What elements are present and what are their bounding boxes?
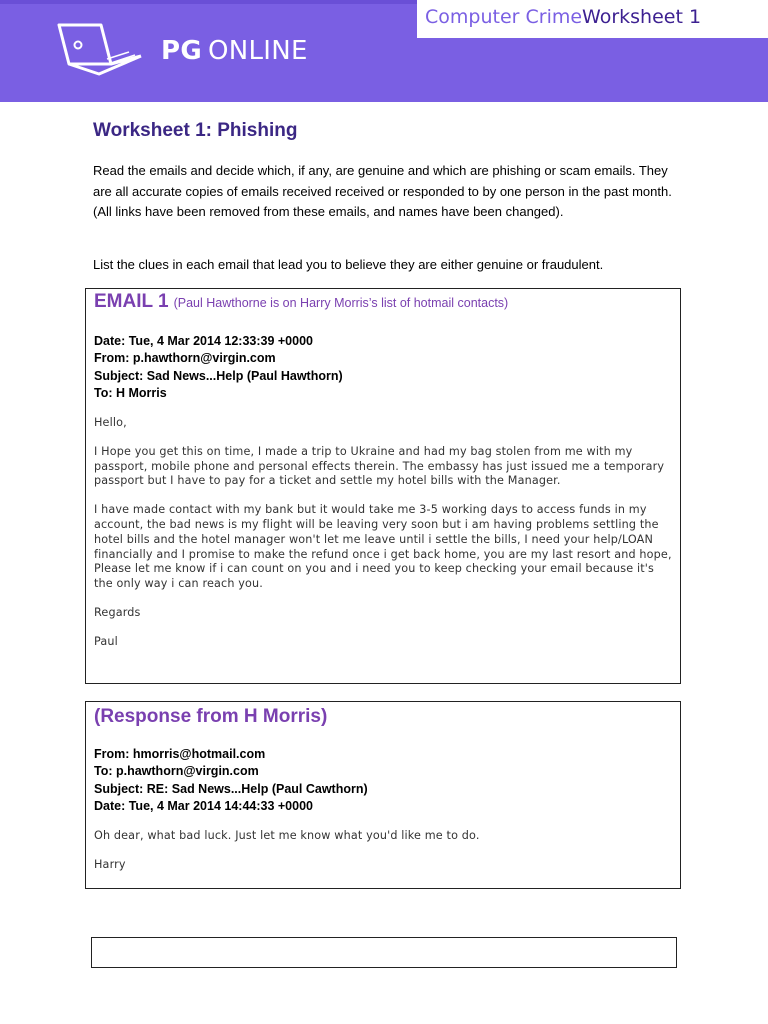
email-1-subject: Subject: Sad News...Help (Paul Hawthorn)	[94, 368, 343, 383]
email-1-paragraph-1: I Hope you get this on time, I made a trip to Ukraine and had my bag stolen from me with my passport, mobile phone and personal effects therein. The embassy has just issued me a temporary passport but I have to pay for a ticket and settle my hotel bills with the Manager.	[94, 444, 665, 488]
email-1-sender-name: Paul	[94, 634, 118, 648]
response-heading: (Response from H Morris)	[94, 706, 328, 727]
page-title: Worksheet 1: Phishing	[93, 120, 298, 141]
response-subject: Subject: RE: Sad News...Help (Paul Cawthorn)	[94, 781, 368, 796]
email-1-note: (Paul Hawthorne is on Harry Morris’s list of hotmail contacts)	[173, 296, 509, 310]
response-to: To: p.hawthorn@virgin.com	[94, 764, 259, 779]
response-date: Date: Tue, 4 Mar 2014 14:44:33 +0000	[94, 798, 313, 813]
response-body: Oh dear, what bad luck. Just let me know what you'd like me to do.	[94, 829, 480, 842]
intro-paragraph: Read the emails and decide which, if any, are genuine and which are phishing or scam emails. They are all accurate copies of emails received received or responded to by one person in the past month. (All links have been removed from these emails, and names have been changed).	[93, 163, 672, 219]
header-banner	[0, 0, 768, 102]
laptop-logo-icon	[55, 22, 145, 78]
response-from: From: hmorris@hotmail.com	[94, 747, 266, 761]
brand-logo: PG ONLINE	[161, 36, 308, 66]
email-1-greeting: Hello,	[94, 416, 127, 429]
email-1-signoff: Regards	[94, 605, 141, 619]
worksheet-tab: Computer CrimeWorksheet 1	[417, 0, 768, 38]
email-1-date: Date: Tue, 4 Mar 2014 12:33:39 +0000	[94, 334, 313, 348]
instructions-paragraph: List the clues in each email that lead you to believe they are either genuine or fraudulent.	[93, 257, 604, 272]
email-1-heading: EMAIL 1 (Paul Hawthorne is on Harry Morris’s list of hotmail contacts)	[94, 291, 509, 312]
response-box	[85, 701, 681, 889]
email-1-paragraph-2: I have made contact with my bank but it would take me 3-5 working days to access funds in my account, the bad news is my flight will be leaving very soon but i am having problems settling the hotel bills and the hotel manager won't let me leave until i settle the bills, I need your help/LOAN financially and I promise to make the refund once i get back home, you are my last resort and hope, Please let me know if i can count on you and i need you to keep checking your email because it's the only way i can reach you.	[94, 503, 672, 591]
email-1-from: From: p.hawthorn@virgin.com	[94, 351, 276, 366]
answer-box[interactable]	[91, 937, 677, 968]
email-1-to: To: H Morris	[94, 385, 167, 400]
email-1-box	[85, 288, 681, 684]
response-sender-name: Harry	[94, 857, 126, 871]
